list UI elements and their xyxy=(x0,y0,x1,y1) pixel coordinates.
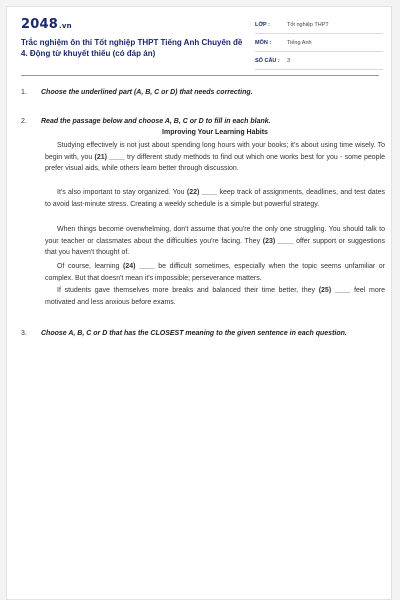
blank-23: (23) ____ xyxy=(262,237,294,245)
passage-title: Improving Your Learning Habits xyxy=(162,129,268,136)
meta-row-count xyxy=(255,55,383,70)
meta-key: MÔN : xyxy=(255,40,272,46)
blank-22: (22) ____ xyxy=(186,189,218,196)
meta-row-class xyxy=(255,19,383,34)
meta-key: SỐ CÂU : xyxy=(255,58,280,64)
blank-25: (25) ____ xyxy=(318,287,351,294)
meta-value: 3 xyxy=(287,58,291,64)
paragraph-text: If students gave themselves more breaks and balanced their time better, they xyxy=(57,287,319,294)
paragraph-text: feel more motivated and less anxious before exams. xyxy=(45,287,386,306)
document-header xyxy=(7,7,392,69)
site-logo[interactable] xyxy=(21,17,72,32)
passage-paragraph xyxy=(45,224,385,259)
paragraph-text: offer support or suggestions that you haven't thought of. xyxy=(45,237,385,257)
paragraph-text: When things become overwhelming, don't assume that you're the only one struggling. You should talk to your teacher or classmates about the difficulties you're facing. They xyxy=(45,226,385,245)
question-number: 3. xyxy=(21,330,27,337)
paragraph-text: Studying effectively is not just about spending long hours with your books; it's about using time wisely. To begin with, you xyxy=(45,142,385,161)
document-title: Trắc nghiệm ôn thi Tốt nghiệp THPT Tiếng Anh Chuyên đề 4. Động từ khuyết thiếu (có đáp án) xyxy=(21,38,243,58)
paragraph-text: be difficult sometimes, especially when the topic seems unfamiliar or complex. But that doesn't mean it's impossible; perseverance matters. xyxy=(45,263,385,282)
paragraph-text: It's also important to stay organized. You xyxy=(57,189,187,196)
question-number: 2. xyxy=(21,118,27,125)
passage-paragraph xyxy=(45,285,385,308)
document-page xyxy=(6,6,392,600)
question-number: 1. xyxy=(21,89,27,96)
passage-paragraph xyxy=(45,187,385,210)
header-divider xyxy=(21,75,379,76)
paragraph-text: Of course, learning xyxy=(57,263,124,270)
blank-24: (24) ____ xyxy=(123,263,155,270)
question-stem: Read the passage below and choose A, B, C or D to fill in each blank. xyxy=(41,118,271,125)
question-stem: Choose the underlined part (A, B, C or D) that needs correcting. xyxy=(41,89,253,96)
paragraph-text: keep track of assignments, deadlines, and test dates to avoid last-minute stress. Creating a weekly schedule is a simple but powerful strategy. xyxy=(45,189,385,208)
logo-domain: .vn xyxy=(58,22,72,30)
meta-key: LỚP : xyxy=(255,22,270,28)
passage-paragraph xyxy=(45,140,385,175)
logo-text: 2048 xyxy=(21,17,58,32)
document-meta xyxy=(255,19,383,73)
passage-paragraph xyxy=(45,261,385,284)
paragraph-text: try different study methods to find out which one works best for you - some people prefer visual aids, while others learn better through discussion. xyxy=(45,153,385,173)
blank-21: (21) ____ xyxy=(94,153,125,161)
question-stem: Choose A, B, C or D that has the CLOSEST meaning to the given sentence in each question. xyxy=(41,330,347,337)
meta-value: Tiếng Anh xyxy=(287,40,312,46)
meta-row-subject xyxy=(255,37,383,52)
meta-value: Tốt nghiệp THPT xyxy=(287,22,329,28)
